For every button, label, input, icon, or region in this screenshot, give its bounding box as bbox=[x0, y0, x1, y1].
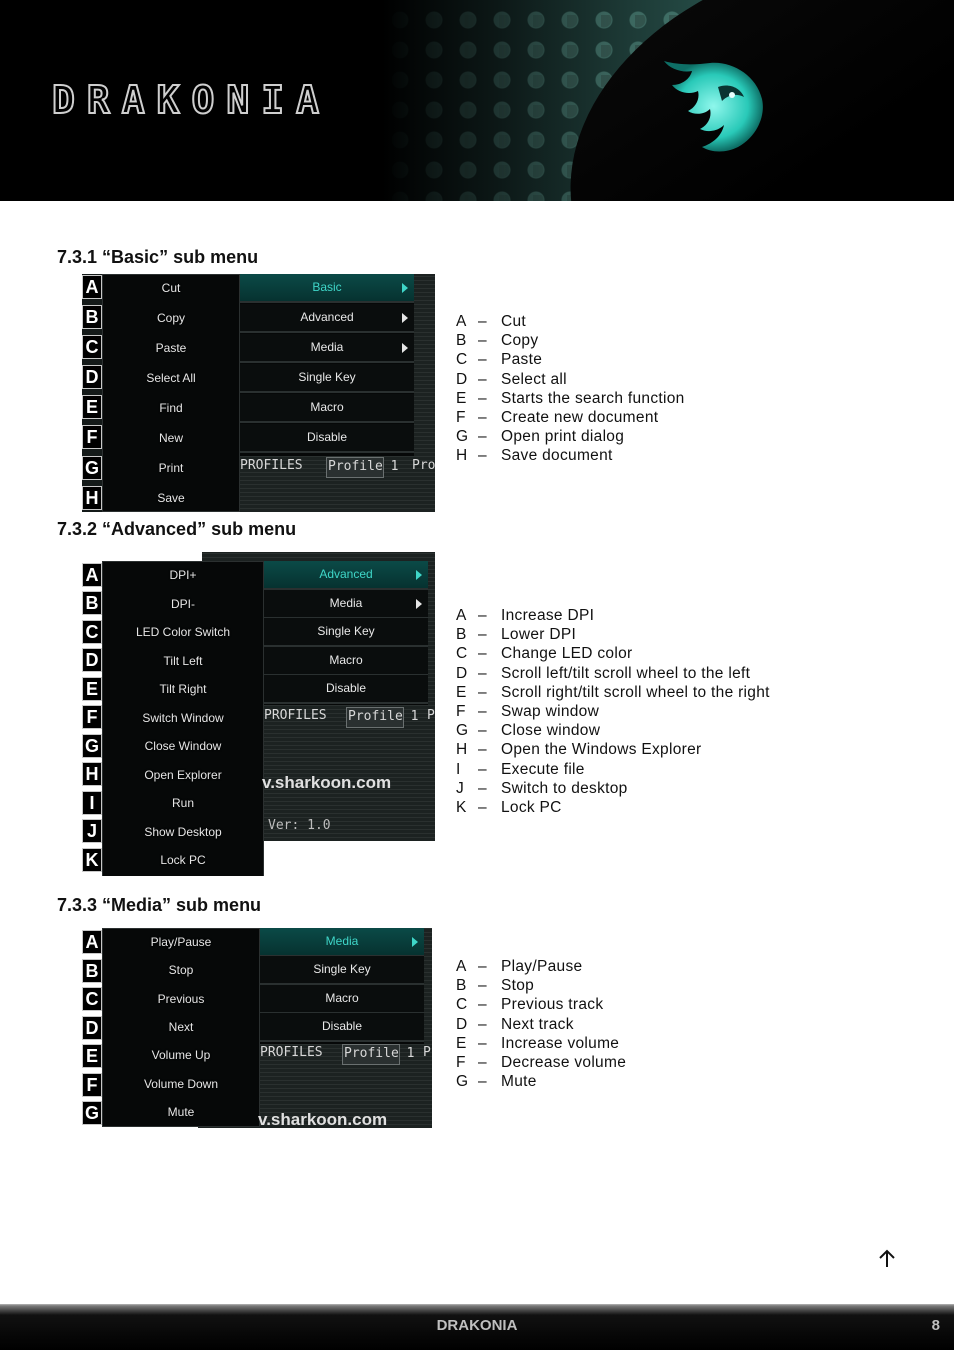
letter-badge: C bbox=[82, 620, 102, 644]
legend-letter: B bbox=[456, 626, 467, 644]
profile-tab-label: Profile 1 bbox=[328, 459, 399, 474]
legend-text: Change LED color bbox=[501, 645, 633, 663]
submenu-item-media[interactable] bbox=[264, 590, 428, 619]
letter-badge: B bbox=[82, 959, 102, 983]
chevron-right-icon bbox=[416, 599, 422, 609]
context-menu bbox=[102, 561, 264, 876]
legend-letter: C bbox=[456, 351, 468, 369]
menu-item-volume-down[interactable]: Volume Down bbox=[143, 1077, 219, 1091]
letter-badge: B bbox=[82, 591, 102, 615]
letter-badge: E bbox=[82, 677, 102, 701]
letter-badge: K bbox=[82, 848, 102, 872]
menu-item-close-window[interactable]: Close Window bbox=[144, 739, 222, 753]
legend-letter: G bbox=[456, 722, 469, 740]
context-menu bbox=[102, 274, 240, 512]
submenu-item-advanced[interactable] bbox=[264, 561, 428, 590]
letter-badge: F bbox=[82, 705, 102, 729]
legend-letter: B bbox=[456, 332, 467, 350]
legend-letter: E bbox=[456, 389, 467, 407]
legend-letter: J bbox=[456, 779, 465, 797]
advanced-menu-screenshot bbox=[82, 552, 435, 876]
legend-text: Swap window bbox=[501, 702, 600, 720]
letter-badge: C bbox=[82, 335, 102, 359]
legend-dash: – bbox=[478, 702, 487, 720]
submenu-item-macro[interactable]: Macro bbox=[240, 394, 414, 423]
up-arrow-icon[interactable] bbox=[876, 1248, 898, 1270]
menu-item-stop[interactable]: Stop bbox=[168, 963, 194, 977]
legend-letter: A bbox=[456, 313, 467, 330]
legend-letter: H bbox=[456, 741, 468, 759]
legend-letter: I bbox=[456, 760, 461, 778]
menu-item-run[interactable]: Run bbox=[171, 796, 194, 810]
context-menu bbox=[102, 928, 260, 1127]
letter-badge: F bbox=[82, 1073, 102, 1097]
legend-letter: B bbox=[456, 977, 467, 995]
legend-text: Increase DPI bbox=[501, 607, 595, 624]
legend-dash: – bbox=[478, 408, 487, 426]
letter-badge: F bbox=[82, 425, 102, 449]
profiles-label: PROFILES bbox=[240, 458, 303, 473]
legend-letter: F bbox=[456, 408, 466, 426]
profile-tab-partial: P bbox=[423, 1045, 431, 1060]
drakonia-logo: DRAKONIA bbox=[52, 78, 332, 122]
menu-item-open-explorer[interactable]: Open Explorer bbox=[144, 768, 222, 782]
legend-letter: K bbox=[456, 798, 467, 816]
legend-text: Scroll left/tilt scroll wheel to the left bbox=[501, 664, 751, 682]
menu-item-copy[interactable]: Copy bbox=[156, 311, 185, 325]
submenu-item-media[interactable] bbox=[260, 928, 424, 957]
legend-text: Scroll right/tilt scroll wheel to the right bbox=[501, 683, 770, 701]
legend-text: Next track bbox=[501, 1015, 574, 1033]
website-label: v.sharkoon.com bbox=[258, 1110, 388, 1128]
profile-tab-label: Profile 1 bbox=[344, 1046, 415, 1061]
menu-item-play-pause[interactable]: Play/Pause bbox=[150, 935, 212, 949]
legend-dash: – bbox=[478, 722, 487, 740]
submenu-item-disable[interactable]: Disable bbox=[240, 424, 414, 453]
section-heading-media: 7.3.3 “Media” sub menu bbox=[57, 895, 262, 915]
website-label: v.sharkoon.com bbox=[262, 773, 392, 792]
legend-letter: A bbox=[456, 958, 467, 975]
profile-tab-partial: P bbox=[427, 708, 435, 723]
profile-tab-partial: Pro bbox=[412, 458, 435, 473]
legend-dash: – bbox=[478, 760, 487, 778]
legend-letter: H bbox=[456, 447, 468, 465]
menu-item-dpi-minus[interactable]: DPI- bbox=[171, 597, 195, 611]
menu-item-next[interactable]: Next bbox=[168, 1020, 194, 1034]
submenu-item-single-key[interactable]: Single Key bbox=[264, 618, 428, 647]
legend-text: Previous track bbox=[501, 996, 604, 1014]
legend-dash: – bbox=[478, 1015, 487, 1033]
submenu-label: Advanced bbox=[300, 310, 354, 324]
legend-dash: – bbox=[478, 1073, 487, 1091]
legend-text: Stop bbox=[501, 977, 535, 995]
submenu bbox=[240, 274, 414, 456]
menu-item-lock-pc[interactable]: Lock PC bbox=[160, 853, 206, 867]
legend-letter: D bbox=[456, 370, 468, 388]
legend-text: Lock PC bbox=[501, 798, 562, 816]
legend-text: Play/Pause bbox=[501, 958, 583, 975]
letter-badge: A bbox=[82, 275, 102, 299]
menu-item-led-color[interactable]: LED Color Switch bbox=[135, 625, 231, 639]
submenu-label: Advanced bbox=[319, 567, 373, 581]
footer-title: DRAKONIA bbox=[436, 1317, 518, 1334]
submenu-item-basic[interactable] bbox=[240, 274, 414, 303]
legend-dash: – bbox=[478, 447, 487, 465]
letter-badge: I bbox=[82, 791, 102, 815]
legend-text: Switch to desktop bbox=[501, 779, 628, 797]
letter-badge: B bbox=[82, 305, 102, 329]
legend-dash: – bbox=[478, 428, 487, 446]
menu-item-find[interactable]: Find bbox=[159, 401, 183, 415]
legend-text: Select all bbox=[501, 370, 567, 388]
letter-badge: G bbox=[82, 1101, 102, 1125]
letter-badge: G bbox=[82, 734, 102, 758]
submenu bbox=[264, 561, 428, 705]
legend-dash: – bbox=[478, 958, 487, 975]
legend-letter: D bbox=[456, 1015, 468, 1033]
legend-letter: E bbox=[456, 1034, 467, 1052]
dragon-logo-icon bbox=[652, 57, 768, 157]
chevron-right-icon bbox=[402, 343, 408, 353]
menu-item-select-all[interactable]: Select All bbox=[146, 371, 196, 385]
menu-item-show-desktop[interactable]: Show Desktop bbox=[144, 825, 222, 839]
legend-dash: – bbox=[478, 370, 487, 388]
submenu-label: Media bbox=[325, 934, 359, 948]
legend-text: Mute bbox=[501, 1073, 537, 1091]
menu-item-print[interactable]: Print bbox=[158, 461, 184, 475]
menu-item-new[interactable]: New bbox=[158, 431, 183, 445]
legend-dash: – bbox=[478, 741, 487, 759]
legend-letter: G bbox=[456, 428, 469, 446]
legend-letter: C bbox=[456, 996, 468, 1014]
legend-text: Paste bbox=[501, 351, 543, 369]
legend-dash: – bbox=[478, 645, 487, 663]
menu-item-mute[interactable]: Mute bbox=[167, 1105, 195, 1119]
menu-item-previous[interactable]: Previous bbox=[157, 992, 205, 1006]
legend-dash: – bbox=[478, 626, 487, 644]
letter-badge: E bbox=[82, 395, 102, 419]
page-number: 8 bbox=[931, 1317, 940, 1334]
legend-dash: – bbox=[478, 1034, 487, 1052]
profiles-label: PROFILES bbox=[264, 708, 327, 723]
legend-dash: – bbox=[478, 313, 487, 330]
menu-item-cut[interactable]: Cut bbox=[161, 281, 181, 295]
submenu-item-macro[interactable]: Macro bbox=[264, 647, 428, 676]
legend-letter: G bbox=[456, 1073, 469, 1091]
chevron-right-icon bbox=[416, 570, 422, 580]
legend-letter: C bbox=[456, 645, 468, 663]
version-label: Ver: 1.0 bbox=[268, 818, 331, 833]
letter-badge: A bbox=[82, 930, 102, 954]
submenu bbox=[260, 928, 424, 1044]
legend-dash: – bbox=[478, 389, 487, 407]
letter-badge: H bbox=[82, 762, 102, 786]
section-heading-advanced: 7.3.2 “Advanced” sub menu bbox=[57, 519, 297, 539]
menu-item-tilt-left[interactable]: Tilt Left bbox=[163, 654, 203, 668]
submenu-item-disable[interactable]: Disable bbox=[260, 1013, 424, 1042]
legend-dash: – bbox=[478, 664, 487, 682]
legend-text: Open the Windows Explorer bbox=[501, 741, 702, 759]
media-menu-screenshot bbox=[82, 928, 432, 1128]
submenu-label: Media bbox=[310, 340, 344, 354]
letter-badge: C bbox=[82, 987, 102, 1011]
letter-badge: D bbox=[82, 1016, 102, 1040]
legend-text: Cut bbox=[501, 313, 527, 330]
letter-badge: H bbox=[82, 486, 102, 510]
legend-dash: – bbox=[478, 779, 487, 797]
submenu-item-disable[interactable]: Disable bbox=[264, 675, 428, 704]
menu-item-save[interactable]: Save bbox=[157, 491, 185, 505]
submenu-item-macro[interactable]: Macro bbox=[260, 985, 424, 1014]
menu-item-tilt-right[interactable]: Tilt Right bbox=[159, 682, 207, 696]
chevron-right-icon bbox=[402, 313, 408, 323]
legend-letter: D bbox=[456, 664, 468, 682]
menu-item-dpi-plus[interactable]: DPI+ bbox=[169, 568, 197, 582]
legend-dash: – bbox=[478, 332, 487, 350]
legend-letter: E bbox=[456, 683, 467, 701]
letter-badge: D bbox=[82, 365, 102, 389]
legend-dash: – bbox=[478, 607, 487, 624]
legend-text: Lower DPI bbox=[501, 626, 577, 644]
profile-tab-label: Profile 1 bbox=[348, 709, 419, 724]
letter-badge: A bbox=[82, 563, 102, 587]
section-heading-basic: 7.3.1 “Basic” sub menu bbox=[57, 247, 259, 267]
legend-text: Decrease volume bbox=[501, 1053, 627, 1071]
chevron-right-icon bbox=[412, 937, 418, 947]
letter-badge: E bbox=[82, 1044, 102, 1068]
profiles-label: PROFILES bbox=[260, 1045, 323, 1060]
legend-letter: F bbox=[456, 1053, 466, 1071]
legend-dash: – bbox=[478, 683, 487, 701]
menu-item-switch-window[interactable]: Switch Window bbox=[142, 711, 224, 725]
legend-text: Increase volume bbox=[501, 1034, 620, 1052]
letter-badge: J bbox=[82, 819, 102, 843]
legend-dash: – bbox=[478, 1053, 487, 1071]
legend-text: Starts the search function bbox=[501, 389, 685, 407]
submenu-item-single-key[interactable]: Single Key bbox=[240, 364, 414, 393]
submenu-item-media[interactable] bbox=[240, 334, 414, 363]
legend-letter: A bbox=[456, 607, 467, 624]
menu-item-paste[interactable]: Paste bbox=[155, 341, 187, 355]
submenu-label: Media bbox=[329, 596, 363, 610]
legend-letter: F bbox=[456, 702, 466, 720]
submenu-item-single-key[interactable]: Single Key bbox=[260, 956, 424, 985]
legend-dash: – bbox=[478, 798, 487, 816]
legend-text: Close window bbox=[501, 722, 601, 740]
legend-text: Save document bbox=[501, 447, 613, 465]
legend-dash: – bbox=[478, 977, 487, 995]
legend-dash: – bbox=[478, 351, 487, 369]
letter-badge: G bbox=[82, 456, 102, 480]
legend-text: Copy bbox=[501, 332, 539, 350]
submenu-label: Basic bbox=[312, 280, 342, 294]
chevron-right-icon bbox=[402, 283, 408, 293]
legend-text: Create new document bbox=[501, 408, 659, 426]
letter-badge: D bbox=[82, 648, 102, 672]
basic-menu-screenshot bbox=[82, 274, 435, 512]
legend-dash: – bbox=[478, 996, 487, 1014]
legend-text: Open print dialog bbox=[501, 428, 625, 446]
submenu-item-advanced[interactable] bbox=[240, 304, 414, 333]
legend-text: Execute file bbox=[501, 760, 585, 778]
menu-item-volume-up[interactable]: Volume Up bbox=[151, 1048, 211, 1062]
